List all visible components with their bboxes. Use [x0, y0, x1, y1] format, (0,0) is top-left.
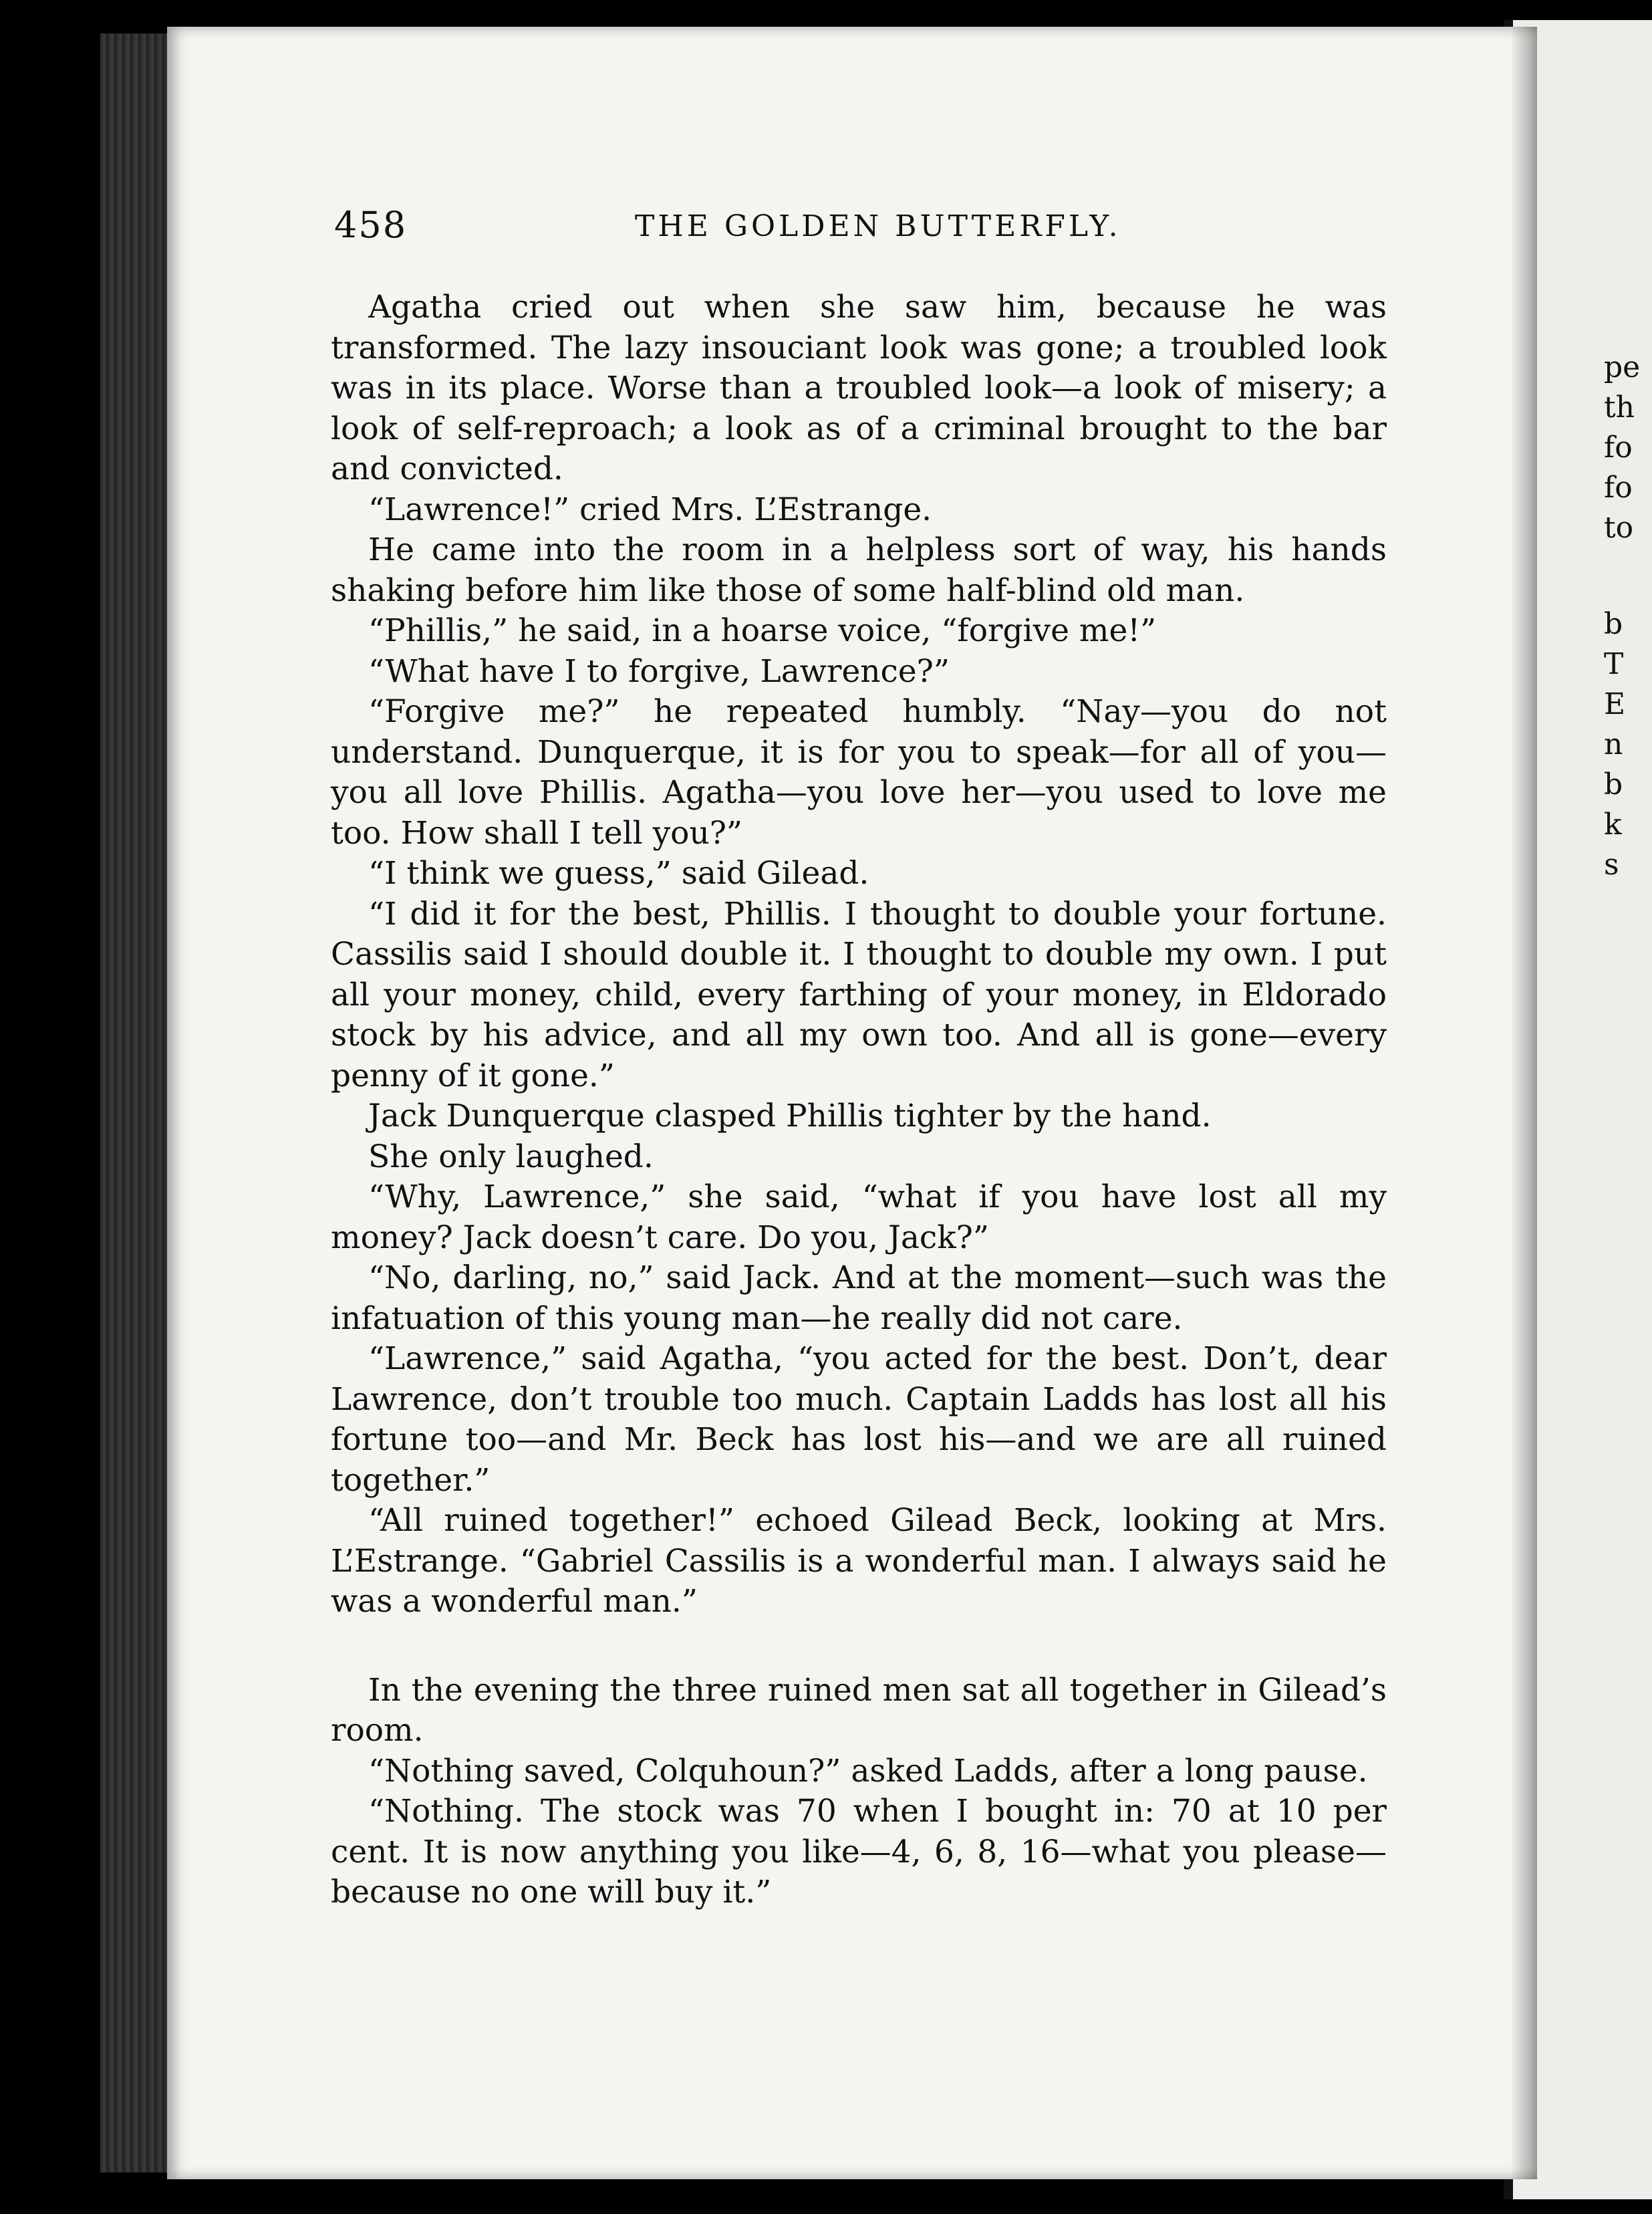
- facing-fragment: fo: [1604, 430, 1633, 465]
- paragraph: He came into the room in a helpless sort of way, his hands shaking before him like those of some half-blind old man.: [331, 531, 1387, 609]
- page-header: [334, 204, 1377, 251]
- paragraph: “What have I to forgive, Lawrence?”: [368, 652, 950, 690]
- paragraph: “I think we guess,” said Gilead.: [368, 855, 869, 892]
- paragraph: Agatha cried out when she saw him, because he was transformed. The lazy insouciant look was gone; a troubled look was in its place. Worse than a troubled look—a look of misery; a look of self-reproach; a look as of a criminal brought to the bar and convicted.: [331, 289, 1387, 487]
- facing-fragment: th: [1604, 390, 1635, 424]
- paragraph: “Lawrence,” said Agatha, “you acted for the best. Don’t, dear Lawrence, don’t trouble too much. Captain Ladds has lost all his fortune too—and Mr. Beck has lost his—and we are all ruined together.”: [331, 1340, 1387, 1499]
- paragraph: “Lawrence!” cried Mrs. L’Estrange.: [368, 491, 932, 528]
- paragraph: “Nothing. The stock was 70 when I bought in: 70 at 10 per cent. It is now anything you like—4, 6, 8, 16—what you please—because no one will buy it.”: [331, 1793, 1387, 1911]
- paragraph: “Phillis,” he said, in a hoarse voice, “forgive me!”: [368, 612, 1157, 649]
- paragraph: Jack Dunquerque clasped Phillis tighter by the hand.: [368, 1098, 1212, 1134]
- paragraph: “Forgive me?” he repeated humbly. “Nay—you do not understand. Dunquerque, it is for you to speak—for all of you—you all love Phillis. Agatha—you love her—you used to love me too. How shall I tell you?”: [331, 693, 1387, 852]
- paragraph: “All ruined together!” echoed Gilead Beck, looking at Mrs. L’Estrange. “Gabriel Cassilis is a wonderful man. I always said he was a wonderful man.”: [331, 1502, 1387, 1620]
- paragraph: “Nothing saved, Colquhoun?” asked Ladds, after a long pause.: [368, 1752, 1368, 1790]
- page-body: [331, 287, 1387, 1913]
- facing-fragment: n: [1604, 727, 1623, 761]
- section-break: [331, 1622, 1387, 1671]
- facing-fragment: T: [1604, 647, 1624, 681]
- facing-fragment: b: [1604, 607, 1623, 641]
- page-number: 458: [334, 204, 408, 246]
- facing-fragment: k: [1604, 808, 1622, 842]
- running-title: THE GOLDEN BUTTERFLY.: [635, 209, 1121, 243]
- facing-fragment: s: [1604, 848, 1619, 882]
- facing-fragment: fo: [1604, 471, 1633, 505]
- facing-fragment: b: [1604, 767, 1623, 802]
- facing-fragment-gap: [1604, 548, 1652, 604]
- paragraph: In the evening the three ruined men sat all together in Gilead’s room.: [331, 1671, 1387, 1749]
- paragraph: “No, darling, no,” said Jack. And at the moment—such was the infatuation of this young man—he really did not care.: [331, 1259, 1387, 1337]
- paragraph: “I did it for the best, Phillis. I thought to double your fortune. Cassilis said I should double it. I thought to double my own. I put all your money, child, every farthing of your money, in Eldorado stock by his advice, and all my own too. And all is gone—every penny of it gone.”: [331, 895, 1387, 1094]
- paragraph: “Why, Lawrence,” she said, “what if you have lost all my money? Jack doesn’t care. Do you, Jack?”: [331, 1179, 1387, 1256]
- paragraph: She only laughed.: [368, 1138, 654, 1175]
- facing-fragment: pe: [1604, 350, 1641, 384]
- facing-fragment: to: [1604, 511, 1634, 545]
- facing-fragment: E: [1604, 687, 1626, 721]
- facing-page-text-fragments: [1604, 348, 1652, 885]
